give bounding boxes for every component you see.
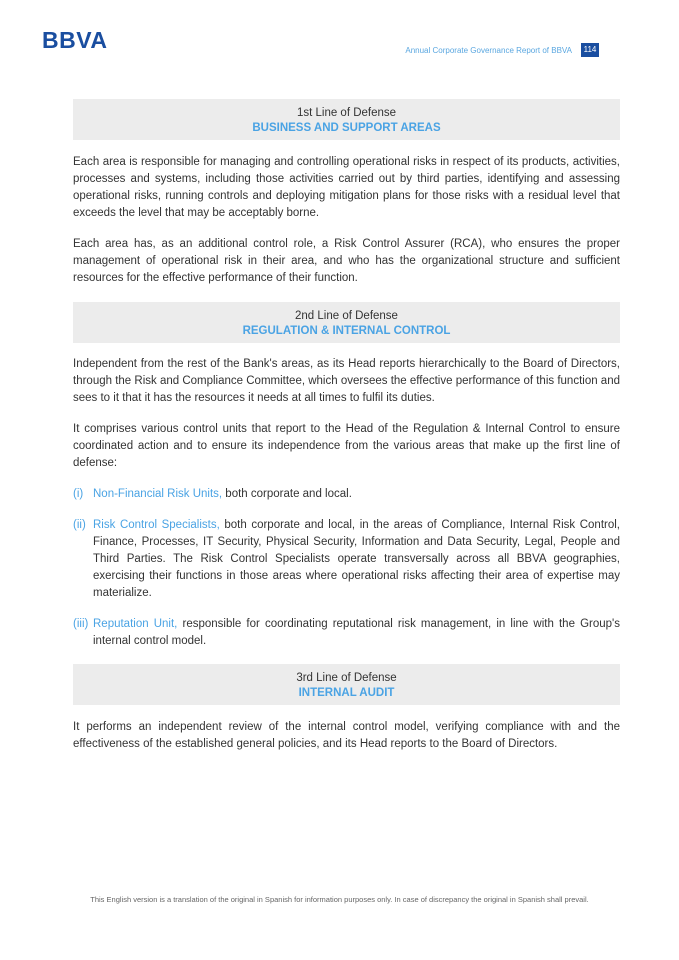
list-item-highlight: Reputation Unit, [93, 618, 178, 630]
page-content [73, 99, 620, 753]
list-item-text: responsible for coordinating reputational risk management, in line with the Group's internal control model. [93, 618, 620, 647]
first-line-paragraph: Each area has, as an additional control role, a Risk Control Assurer (RCA), who ensures the proper management of operational risk in their area, and who has the organizational structure and sufficient resources for the effective performance of their function. [73, 238, 620, 284]
report-title: Annual Corporate Governance Report of BBVA [405, 46, 572, 55]
list-item-number: (i) [73, 488, 84, 500]
page-number: 114 [581, 43, 599, 57]
third-line-label: 3rd Line of Defense [296, 672, 397, 684]
second-line-paragraph: It comprises various control units that report to the Head of the Regulation & Internal Control to ensure coordinated action and to ensure its independence from the various areas that make up the first line of defense: [73, 423, 620, 469]
bbva-logo: BBVA [42, 27, 108, 53]
first-line-paragraph: Each area is responsible for managing and controlling operational risks in respect of its products, activities, processes and systems, including those activities carried out by third parties, identifying and assessing operational risks, running controls and deploying mitigation plans for those risks with a residual level that exceeds the level that may be acceptably borne. [73, 156, 620, 219]
third-line-header [73, 664, 620, 705]
list-item-number: (iii) [73, 618, 89, 630]
list-item [73, 616, 620, 650]
second-line-paragraph: Independent from the rest of the Bank's areas, as its Head reports hierarchically to the Board of Directors, through the Risk and Compliance Committee, which oversees the effective performance of this function and sees to it that it has the resources it needs at all times to fulfil its duties. [73, 358, 620, 404]
list-item [73, 486, 620, 503]
third-line-paragraph: It performs an independent review of the internal control model, verifying compliance with and the effectiveness of the established general policies, and its Head reports to the Board of Directors. [73, 721, 620, 750]
list-item-text: both corporate and local. [222, 488, 352, 500]
second-line-label: 2nd Line of Defense [295, 310, 398, 322]
list-item-highlight: Risk Control Specialists, [93, 519, 220, 531]
first-line-area: BUSINESS AND SUPPORT AREAS [252, 122, 441, 134]
list-item-highlight: Non-Financial Risk Units, [93, 488, 223, 500]
second-line-header [73, 302, 620, 343]
footer-disclaimer: This English version is a translation of the original in Spanish for information purposes only. In case of discrepancy the original in Spanish shall prevail. [90, 895, 589, 904]
third-line-area: INTERNAL AUDIT [298, 687, 395, 699]
list-item-text: both corporate and local, in the areas of Compliance, Internal Risk Control, Finance, Processes, IT Security, Physical Security, Information and Data Security, Legal, People and Third Parties. The Risk Control Specialists operate transversally across all BBVA geographies, exercising their functions in those areas where operational risks affecting their area of expertise may materialize. [93, 519, 620, 599]
list-item [73, 517, 620, 602]
first-line-label: 1st Line of Defense [296, 107, 397, 119]
list-item-number: (ii) [73, 519, 86, 531]
first-line-header [73, 99, 620, 140]
second-line-area: REGULATION & INTERNAL CONTROL [242, 325, 451, 337]
